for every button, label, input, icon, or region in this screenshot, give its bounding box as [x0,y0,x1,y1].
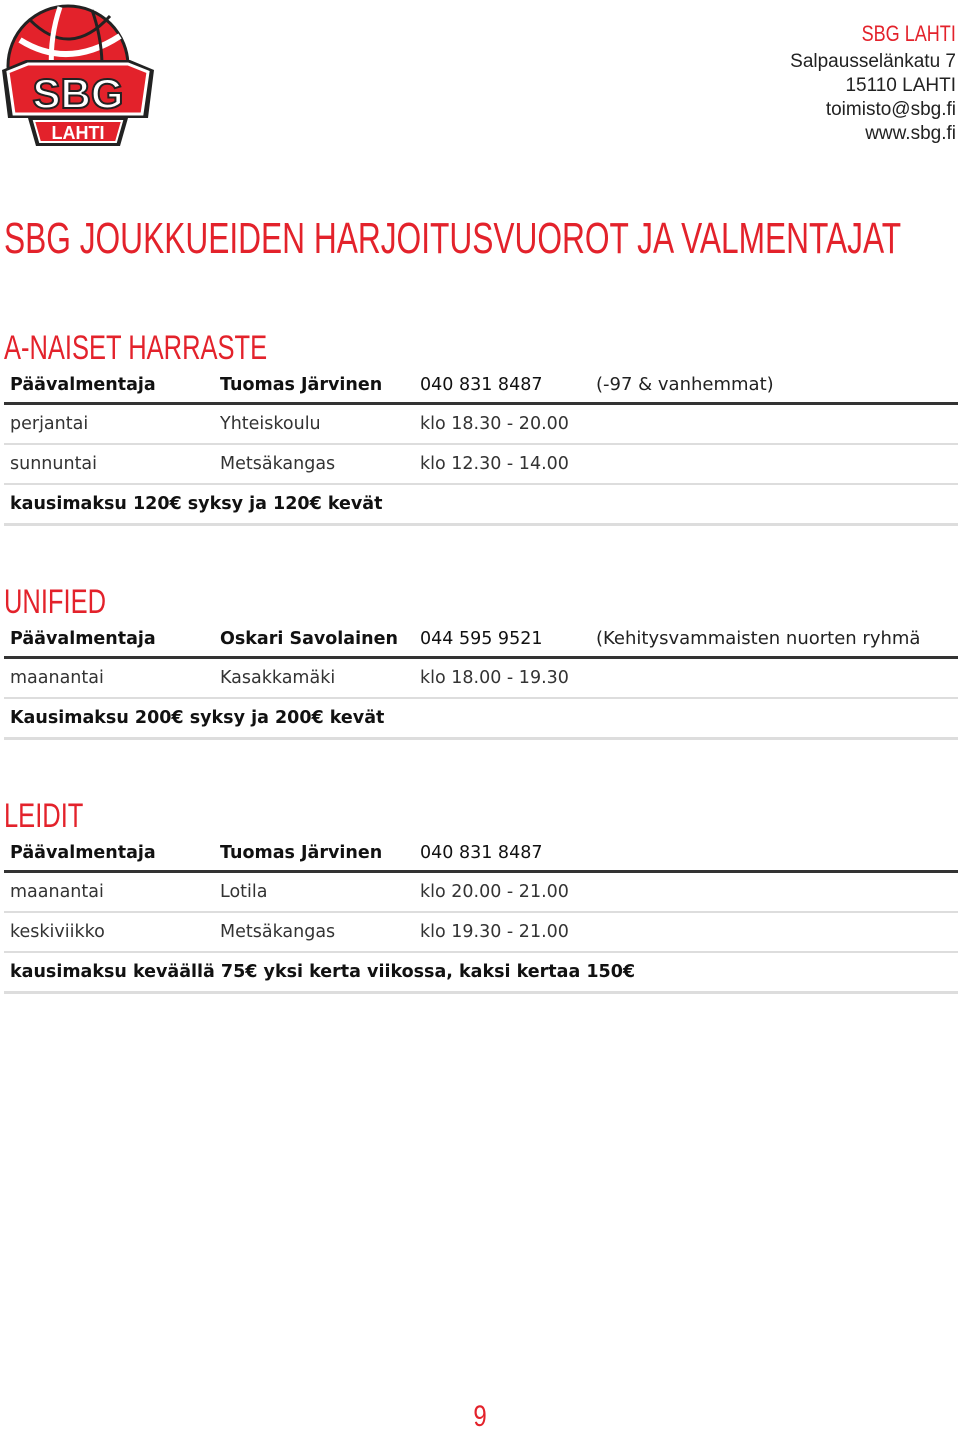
page-title: SBG JOUKKUEIDEN HARJOITUSVUOROT JA VALMENTAJAT [4,214,902,263]
org-postal: 15110 LAHTI [845,75,956,96]
session-time: klo 20.00 - 21.00 [420,882,569,902]
session-place: Yhteiskoulu [220,414,321,434]
coach-name: Tuomas Järvinen [220,375,383,395]
group-note: (Kehitysvammaisten nuorten ryhmä [596,628,921,649]
section-heading: A-NAISET HARRASTE [4,329,268,367]
session-time: klo 19.30 - 21.00 [420,922,569,942]
fee-row [4,485,958,526]
org-website[interactable]: www.sbg.fi [865,123,956,144]
coach-label: Päävalmentaja [10,629,156,649]
session-time: klo 12.30 - 14.00 [420,454,569,474]
fee-text: kausimaksu 120€ syksy ja 120€ kevät [10,494,383,514]
section-unified [4,582,958,740]
fee-row [4,699,958,740]
session-place: Kasakkamäki [220,668,336,688]
session-place: Lotila [220,882,268,902]
session-row [4,445,958,485]
session-time: klo 18.30 - 20.00 [420,414,569,434]
coach-row [4,836,958,873]
session-time: klo 18.00 - 19.30 [420,668,569,688]
page-number: 9 [473,1400,487,1433]
session-row [4,659,958,699]
session-row [4,913,958,953]
sbg-logo [0,0,156,150]
fee-text: kausimaksu keväällä 75€ yksi kerta viikossa, kaksi kertaa 150€ [10,962,636,982]
session-place: Metsäkangas [220,922,336,942]
svg-text:SBG: SBG [32,70,124,117]
session-day: maanantai [10,882,104,902]
session-day: perjantai [10,414,89,434]
coach-phone[interactable]: 040 831 8487 [420,375,543,395]
fee-text: Kausimaksu 200€ syksy ja 200€ kevät [10,708,385,728]
section-heading: UNIFIED [4,583,106,621]
session-place: Metsäkangas [220,454,336,474]
session-row [4,873,958,913]
session-day: sunnuntai [10,454,98,474]
section-leidit [4,796,958,994]
coach-row [4,368,958,405]
coach-name: Oskari Savolainen [220,629,398,649]
section-heading: LEIDIT [4,797,84,835]
session-day: keskiviikko [10,922,105,942]
group-note: (-97 & vanhemmat) [596,374,774,395]
coach-row [4,622,958,659]
session-row [4,405,958,445]
coach-label: Päävalmentaja [10,375,156,395]
session-day: maanantai [10,668,104,688]
org-name: SBG LAHTI [861,21,956,46]
org-address: Salpausselänkatu 7 [790,51,956,72]
section-a-naiset [4,328,958,526]
fee-row [4,953,958,994]
coach-phone[interactable]: 040 831 8487 [420,843,543,863]
svg-text:LAHTI: LAHTI [51,123,105,143]
org-contact [790,22,956,146]
org-email[interactable]: toimisto@sbg.fi [825,99,956,120]
coach-name: Tuomas Järvinen [220,843,383,863]
coach-label: Päävalmentaja [10,843,156,863]
coach-phone[interactable]: 044 595 9521 [420,629,543,649]
